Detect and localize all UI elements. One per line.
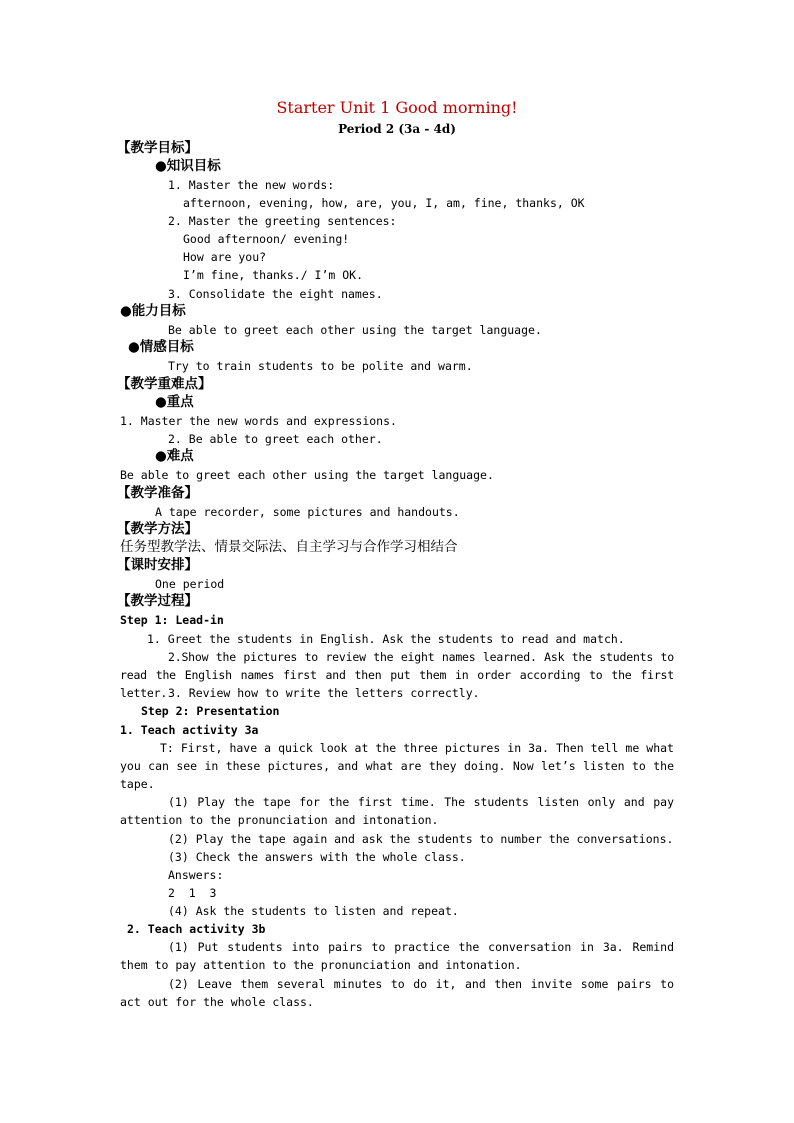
objective-item-1: 1. Master the new words: <box>168 178 335 192</box>
greeting-sentence-1: Good afternoon/ evening! <box>183 232 350 246</box>
activity-3b-step-2: (2) Leave them several minutes to do it, and then invite some pairs to act out for the whole class. <box>120 977 674 1009</box>
activity-3a-step-1: (1) Play the tape for the first time. The students listen only and pay attention to the pronunciation and intonation. <box>120 795 674 827</box>
activity-3b-heading: 2. Teach activity 3b <box>127 922 266 936</box>
step-1-heading: Step 1: Lead-in <box>120 613 224 627</box>
key-points-header: 【教学重难点】 <box>117 376 212 392</box>
activity-3b-step-1: (1) Put students into pairs to practice the conversation in 3a. Remind them to pay attention to the pronunciation and intonation. <box>120 940 674 972</box>
preparation-header: 【教学准备】 <box>117 485 198 501</box>
activity-3a-step-2: (2) Play the tape again and ask the students to number the conversations. <box>168 832 674 846</box>
step-2-heading: Step 2: Presentation <box>141 704 280 718</box>
activity-3a-step-4: (4) Ask the students to listen and repeat. <box>168 904 459 918</box>
methods-text: 任务型教学法、情景交际法、自主学习与合作学习相结合 <box>120 539 458 555</box>
activity-3a-heading: 1. Teach activity 3a <box>120 723 259 737</box>
process-header: 【教学过程】 <box>117 593 198 609</box>
answers-label: Answers: <box>168 868 224 882</box>
step-1-item-1: 1. Greet the students in English. Ask the students to read and match. <box>147 632 625 646</box>
emotion-objectives-header: ●情感目标 <box>128 339 194 355</box>
objective-item-3: 3. Consolidate the eight names. <box>168 287 383 301</box>
ability-objective-text: Be able to greet each other using the target language. <box>168 323 542 337</box>
schedule-text: One period <box>155 577 225 591</box>
preparation-text: A tape recorder, some pictures and handouts. <box>155 505 460 519</box>
objectives-header: 【教学目标】 <box>117 140 198 156</box>
emotion-objective-text: Try to train students to be polite and warm. <box>168 359 473 373</box>
key-points-subheader: ●重点 <box>155 394 194 410</box>
methods-header: 【教学方法】 <box>117 521 198 537</box>
vocabulary-list: afternoon, evening, how, are, you, I, am, fine, thanks, OK <box>183 196 585 210</box>
objective-item-2: 2. Master the greeting sentences: <box>168 214 397 228</box>
key-point-2: 2. Be able to greet each other. <box>168 432 383 446</box>
document-subtitle: Period 2 (3a - 4d) <box>338 122 456 136</box>
difficult-points-subheader: ●难点 <box>155 448 194 464</box>
schedule-header: 【课时安排】 <box>117 557 198 573</box>
activity-3a-teacher-talk: T: First, have a quick look at the three pictures in 3a. Then tell me what you can see in these pictures, and what are they doing. Now let’s listen to the tape. <box>120 741 674 791</box>
greeting-sentence-3: I’m fine, thanks./ I’m OK. <box>183 268 364 282</box>
difficult-point-text: Be able to greet each other using the target language. <box>120 468 494 482</box>
knowledge-objectives-header: ●知识目标 <box>155 158 221 174</box>
greeting-sentence-2: How are you? <box>183 250 267 264</box>
step-1-item-2: 2.Show the pictures to review the eight names learned. Ask the students to read the English names first and then put them in order according to the first letter. <box>120 650 674 700</box>
activity-3a-step-3: (3) Check the answers with the whole class. <box>168 850 466 864</box>
document-title: Starter Unit 1 Good morning! <box>276 98 518 117</box>
key-point-1: 1. Master the new words and expressions. <box>120 414 397 428</box>
step-1-item-3: 3. Review how to write the letters correctly. <box>168 686 480 700</box>
answers-values: 2 1 3 <box>168 886 217 900</box>
ability-objectives-header: ●能力目标 <box>120 303 186 319</box>
